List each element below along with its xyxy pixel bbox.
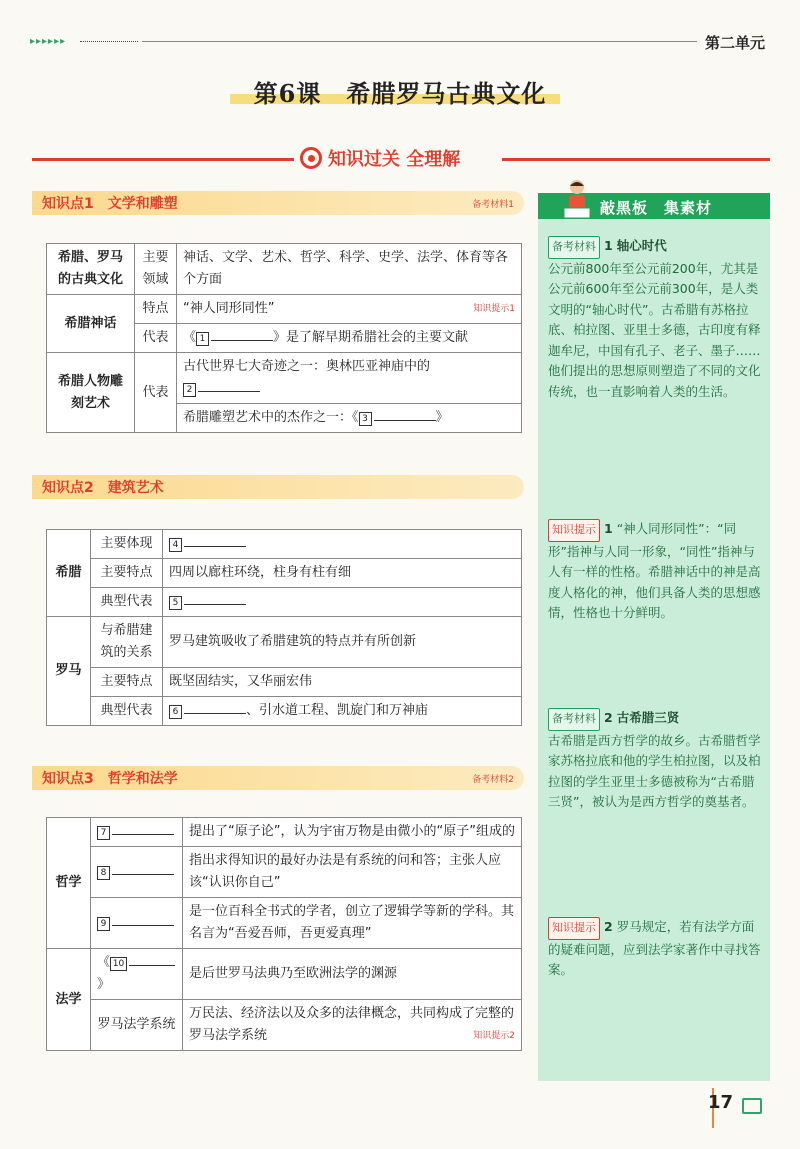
sidebar-hint-1: [548, 519, 766, 624]
kp2-g2-val: 四周以廊柱环绕，柱身有柱有细: [163, 559, 522, 588]
fill-blank[interactable]: [184, 713, 246, 714]
kp2-r1-sub: 与希腊建筑的关系: [91, 617, 163, 668]
kp2-r3-cell: [163, 697, 522, 726]
material-tag: 备考材料: [548, 708, 600, 731]
kp1-r2a-sub: 特点: [135, 295, 177, 324]
material-num: 2: [604, 710, 613, 725]
material-tag: 备考材料: [548, 236, 600, 259]
kp1-tag: 备考材料1: [472, 199, 514, 210]
hint-num: 1: [604, 521, 613, 536]
kp2-greece-head: 希腊: [47, 530, 91, 617]
fill-blank[interactable]: [129, 965, 175, 966]
kp1-header: [32, 191, 524, 215]
hint-num: 2: [604, 919, 613, 934]
hint-body: 罗马规定，若有法学方面的疑难问题，应到法学家著作中寻找答案。: [548, 919, 761, 977]
sidebar-material-2: [548, 708, 766, 813]
kp3-p2-name: [91, 847, 183, 898]
fill-blank[interactable]: [374, 420, 436, 421]
fill-blank[interactable]: [198, 391, 260, 392]
hint-body: “神人同形同性”：“同形”指神与人同一形象，“同性”指神与人有一样的性格。希腊神话中的神是高度人格化的神，他们具备人类的思想感情，性格也十分鲜明。: [548, 521, 761, 620]
kp3-title: 知识点3 哲学和法学: [42, 771, 178, 787]
kp3-phil-head: 哲学: [47, 818, 91, 949]
kp1-r2b-cell: [177, 324, 522, 353]
kp1-r3a-cell: [177, 353, 522, 404]
kp2-r3-sub: 典型代表: [91, 697, 163, 726]
sidebar-title: 敲黑板 集素材: [600, 199, 713, 217]
kp1-r2a-val: “神人同形同性”: [183, 301, 275, 316]
blank-number: 9: [97, 917, 110, 931]
teacher-icon: [560, 178, 594, 220]
kp1-r1-sub: 主要领域: [135, 244, 177, 295]
kp3-l1-name: [91, 949, 183, 1000]
fill-blank[interactable]: [184, 604, 246, 605]
kp1-r3b-val: 希腊雕塑艺术中的杰作之一：《: [183, 410, 359, 425]
kp2-r2-sub: 主要特点: [91, 668, 163, 697]
blank-number: 7: [97, 826, 110, 840]
kp1-title: 知识点1 文学和雕塑: [42, 196, 178, 212]
book-bracket: 《: [183, 330, 197, 345]
sidebar-material-1: [548, 236, 766, 402]
sidebar-hint-2: [548, 917, 766, 981]
kp2-r2-val: 既坚固结实，又华丽宏伟: [163, 668, 522, 697]
kp1-table: [46, 243, 522, 433]
book-icon: [742, 1098, 762, 1114]
section-banner: [300, 145, 460, 171]
blank-number: 8: [97, 866, 110, 880]
kp1-r2a-cell: [177, 295, 522, 324]
kp2-header: [32, 475, 524, 499]
banner-text: 知识过关 全理解: [328, 149, 461, 170]
banner-rule-left: [32, 158, 294, 161]
kp2-rome-head: 罗马: [47, 617, 91, 726]
kp3-p1-name: [91, 818, 183, 847]
fill-blank[interactable]: [112, 925, 174, 926]
kp2-g2-sub: 主要特点: [91, 559, 163, 588]
blank-number: 6: [169, 705, 182, 719]
kp1-r3a-val: 古代世界七大奇迹之一：奥林匹亚神庙中的: [183, 359, 431, 374]
blank-number: 5: [169, 596, 182, 610]
book-bracket: 《: [97, 955, 111, 970]
hint-tag: 知识提示1: [473, 304, 515, 314]
material-num: 1: [604, 238, 613, 253]
kp1-r3b-cell: [177, 404, 522, 433]
blank-number: 1: [196, 332, 209, 346]
kp1-r2-head: 希腊神话: [47, 295, 135, 353]
fill-blank[interactable]: [211, 340, 273, 341]
kp1-r3-sub: 代表: [135, 353, 177, 433]
header-rule: [142, 41, 697, 42]
kp2-r3-val: 、引水道工程、凯旋门和万神庙: [246, 703, 429, 718]
kp3-header: [32, 766, 524, 790]
kp3-l1-val: 是后世罗马法典乃至欧洲法学的渊源: [183, 949, 522, 1000]
hint-tag: 知识提示2: [473, 1031, 515, 1041]
kp1-r3-head: 希腊人物雕刻艺术: [47, 353, 135, 433]
hint-tag: 知识提示: [548, 519, 600, 542]
fill-blank[interactable]: [112, 874, 174, 875]
blank-number: 2: [183, 383, 196, 397]
kp2-g3-sub: 典型代表: [91, 588, 163, 617]
hint-tag: 知识提示: [548, 917, 600, 940]
blank-number: 10: [110, 957, 127, 971]
kp3-table: [46, 817, 522, 1051]
material-head: 轴心时代: [616, 238, 667, 253]
kp3-tag: 备考材料2: [472, 774, 514, 785]
kp3-l2-sub: 罗马法学系统: [91, 1000, 183, 1051]
book-bracket: 》: [435, 410, 449, 425]
kp2-g1-cell: [163, 530, 522, 559]
banner-rule-right: [502, 158, 770, 161]
kp2-title: 知识点2 建筑艺术: [42, 480, 164, 496]
page-number: 17: [708, 1092, 734, 1113]
blank-number: 3: [359, 412, 372, 426]
material-body: 古希腊是西方哲学的故乡。古希腊哲学家苏格拉底和他的学生柏拉图，以及柏拉图的学生亚里士多德被称为“古希腊三贤”，被认为是西方哲学的奠基者。: [548, 732, 761, 809]
swirl-icon: [300, 147, 322, 169]
fill-blank[interactable]: [184, 546, 246, 547]
kp3-p3-name: [91, 898, 183, 949]
material-head: 古希腊三贤: [616, 710, 680, 725]
material-body: 公元前800年至公元前200年，尤其是公元前600年至公元前300年，是人类文明的“轴心时代”。古希腊有苏格拉底、柏拉图、亚里士多德，古印度有释迦牟尼，中国有孔子、老子、墨子……他们提出的思想原则塑造了不同的文化传统，也一直影响着人类的生活。: [548, 260, 761, 399]
kp2-g1-sub: 主要体现: [91, 530, 163, 559]
kp1-r1-val: 神话、文学、艺术、哲学、科学、史学、法学、体育等各个方面: [177, 244, 522, 295]
book-bracket: 》: [97, 977, 111, 992]
kp3-p3-val: 是一位百科全书式的学者，创立了逻辑学等新的学科。其名言为“吾爱吾师，吾更爱真理”: [183, 898, 522, 949]
kp1-r1-head: 希腊、罗马的古典文化: [47, 244, 135, 295]
kp3-l2-val: 万民法、经济法以及众多的法律概念，共同构成了完整的罗马法学系统: [189, 1006, 515, 1043]
unit-label: 第二单元: [705, 34, 766, 52]
blank-number: 4: [169, 538, 182, 552]
kp1-r2b-val: 》是了解早期希腊社会的主要文献: [273, 330, 469, 345]
kp3-p2-val: 指出求得知识的最好办法是有系统的问和答；主张人应该“认识你自己”: [183, 847, 522, 898]
header-dotted-line: [80, 41, 138, 42]
kp2-r1-val: 罗马建筑吸收了希腊建筑的特点并有所创新: [163, 617, 522, 668]
header-arrows: ▸▸▸▸▸▸: [30, 36, 67, 47]
lesson-title: 第6课 希腊罗马古典文化: [253, 79, 547, 108]
kp3-law-head: 法学: [47, 949, 91, 1051]
kp3-p1-val: 提出了“原子论”，认为宇宙万物是由微小的“原子”组成的: [183, 818, 522, 847]
fill-blank[interactable]: [112, 834, 174, 835]
kp2-table: [46, 529, 522, 726]
kp2-g3-cell: [163, 588, 522, 617]
kp1-r2b-sub: 代表: [135, 324, 177, 353]
kp3-l2-cell: [183, 1000, 522, 1051]
